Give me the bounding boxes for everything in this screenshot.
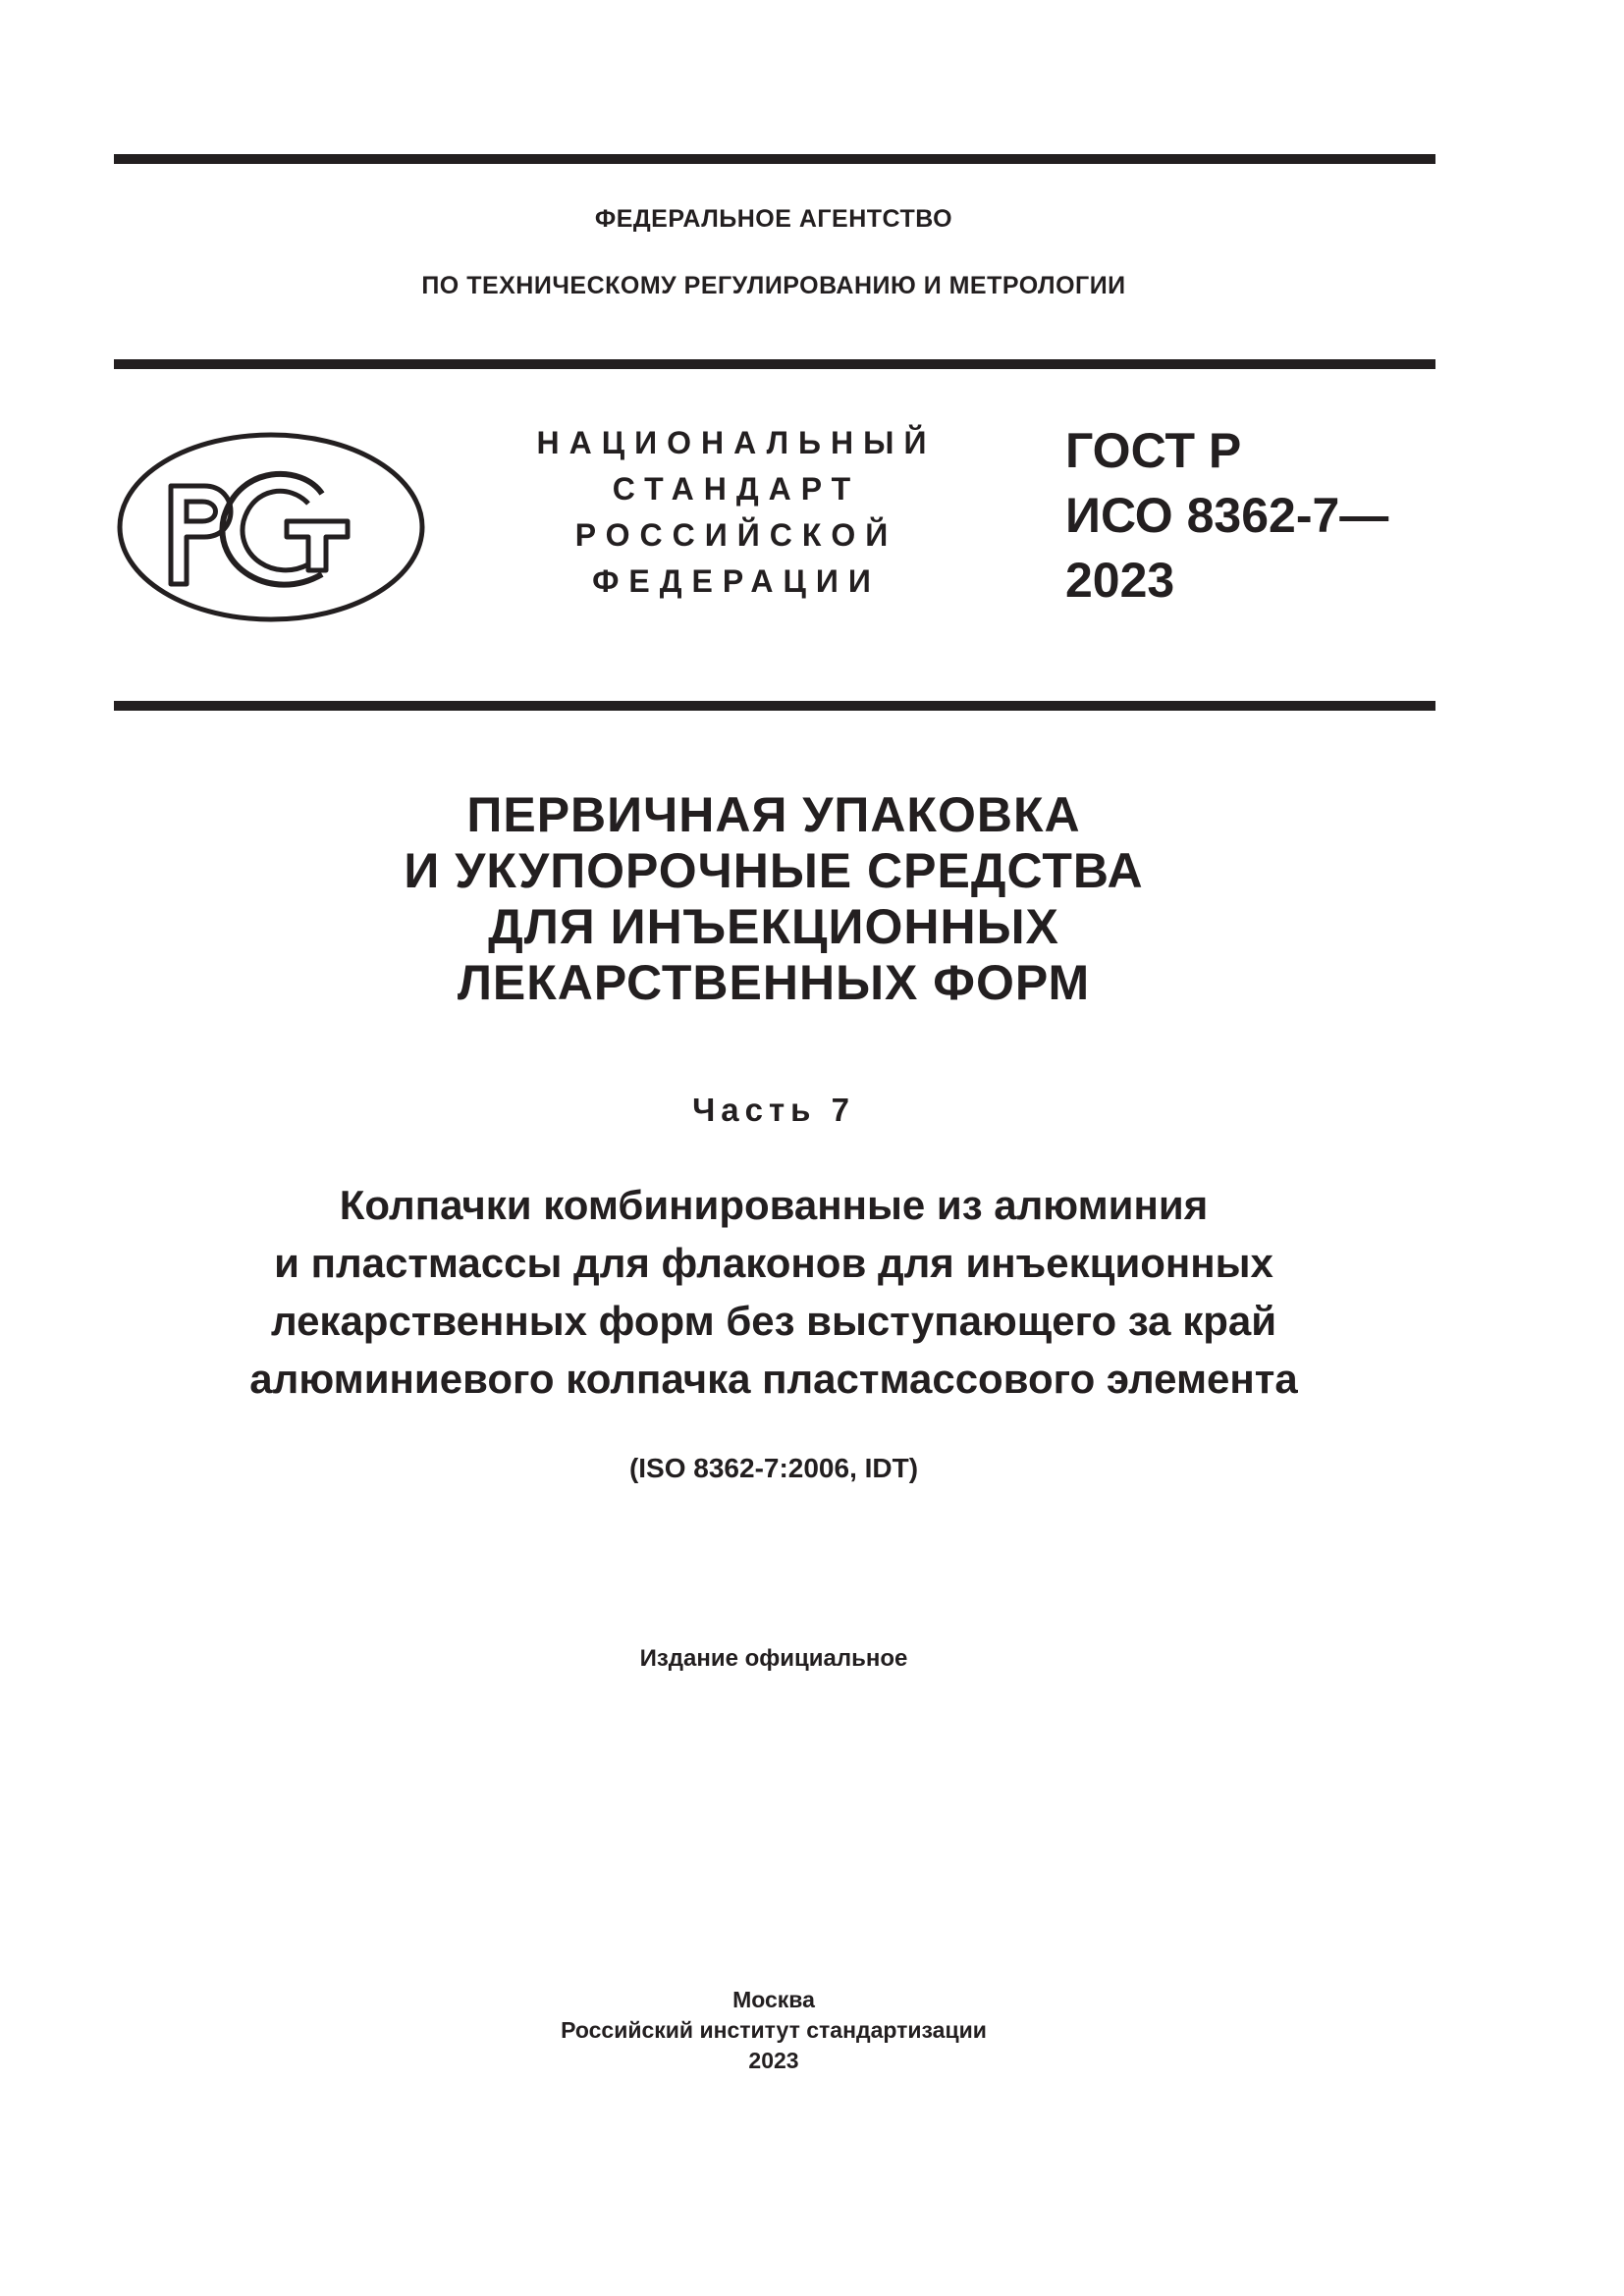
national-standard-line-3: РОССИЙСКОЙ xyxy=(574,517,898,553)
title-divider xyxy=(114,701,1435,711)
part-number: Часть 7 xyxy=(692,1092,855,1128)
document-subtitle xyxy=(0,1176,1547,1408)
designation-line-2: ИСО 8362-7— xyxy=(1065,488,1389,543)
top-divider xyxy=(114,154,1435,164)
subtitle-line-2: и пластмассы для флаконов для инъекционных xyxy=(274,1240,1273,1286)
designation-line-3: 2023 xyxy=(1065,553,1175,608)
national-standard-block xyxy=(511,420,962,605)
national-standard-line-1: НАЦИОНАЛЬНЫЙ xyxy=(536,425,937,460)
iso-reference: (ISO 8362-7:2006, IDT) xyxy=(628,1453,919,1483)
agency-name-line-1: ФЕДЕРАЛЬНОЕ АГЕНТСТВО xyxy=(594,205,953,233)
publication-year: 2023 xyxy=(748,2048,799,2073)
publisher-institute: Российский институт стандартизации xyxy=(561,2017,987,2043)
header-divider xyxy=(114,359,1435,369)
subtitle-line-1: Колпачки комбинированные из алюминия xyxy=(339,1182,1209,1228)
title-line-3: ДЛЯ ИНЪЕКЦИОННЫХ xyxy=(488,899,1059,954)
publisher-city: Москва xyxy=(732,1987,815,2012)
standard-designation xyxy=(1065,418,1388,613)
designation-line-1: ГОСТ Р xyxy=(1065,423,1242,478)
publisher-block xyxy=(0,1985,1547,2076)
title-line-1: ПЕРВИЧНАЯ УПАКОВКА xyxy=(466,787,1081,842)
agency-name-line-2: ПО ТЕХНИЧЕСКОМУ РЕГУЛИРОВАНИЮ И МЕТРОЛОГИИ xyxy=(421,272,1126,299)
subtitle-line-3: лекарственных форм без выступающего за край xyxy=(270,1298,1277,1344)
subtitle-line-4: алюминиевого колпачка пластмассового элемента xyxy=(249,1356,1298,1402)
document-title xyxy=(0,787,1547,1011)
rst-certification-mark-icon xyxy=(114,429,428,625)
title-line-2: И УКУПОРОЧНЫЕ СРЕДСТВА xyxy=(404,843,1144,898)
edition-label: Издание официальное xyxy=(639,1645,908,1672)
title-line-4: ЛЕКАРСТВЕННЫХ ФОРМ xyxy=(457,955,1091,1010)
national-standard-line-4: ФЕДЕРАЦИИ xyxy=(592,563,881,599)
national-standard-line-2: СТАНДАРТ xyxy=(612,471,861,507)
